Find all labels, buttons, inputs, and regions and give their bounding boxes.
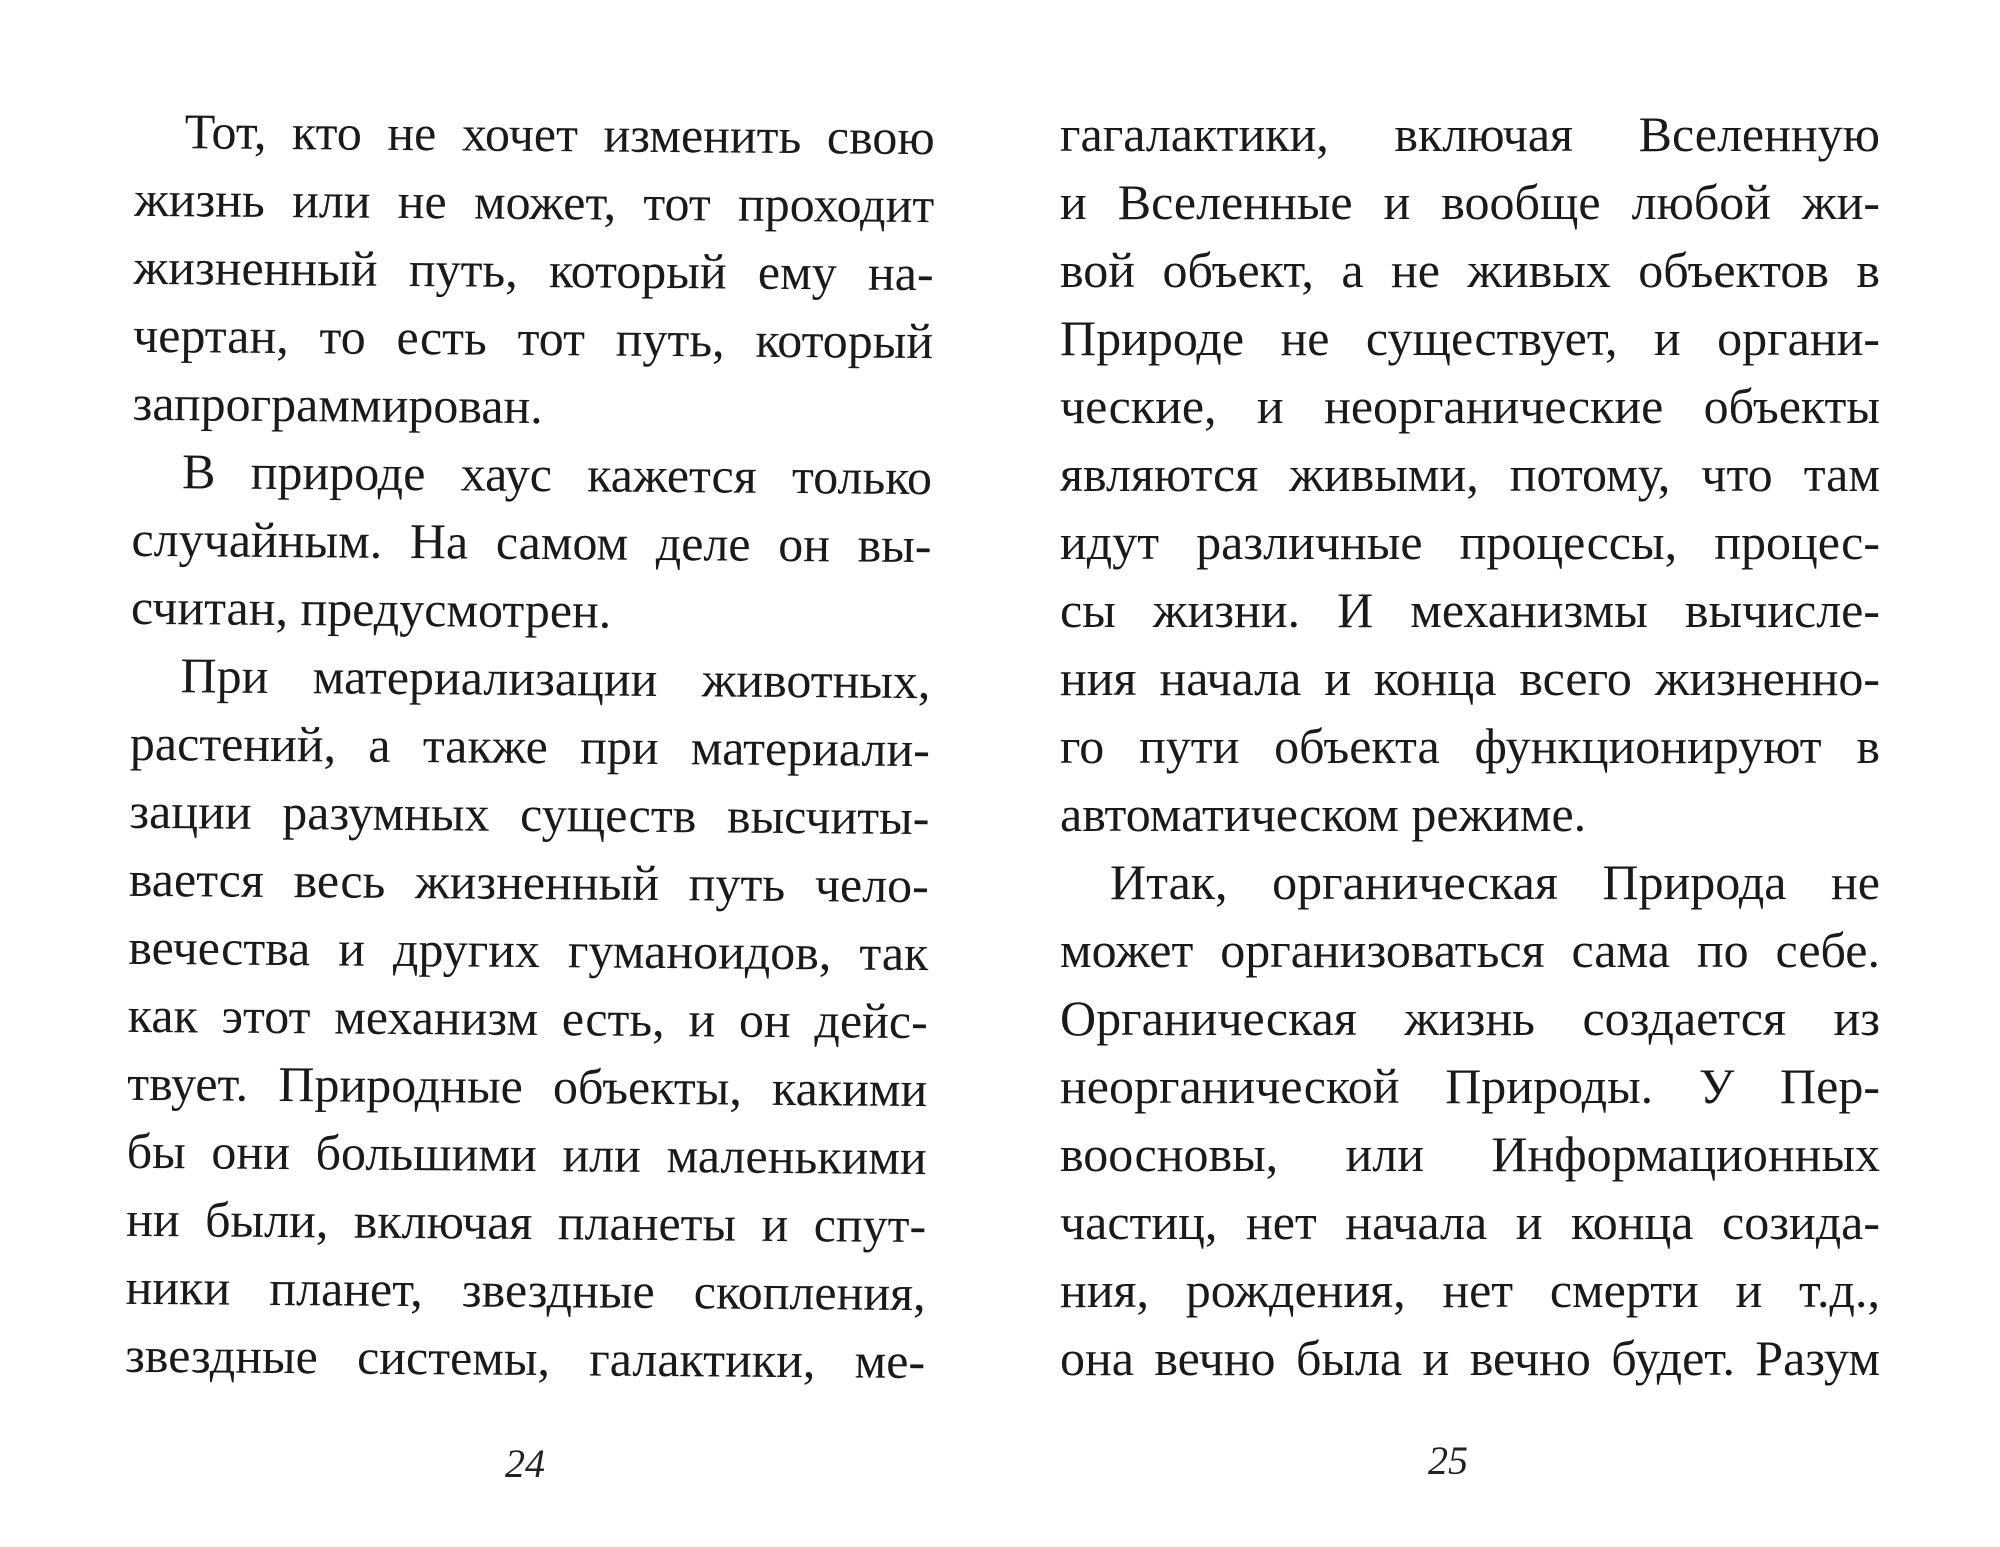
- text-line: Природе не существует, и органи-: [1060, 310, 1880, 366]
- text-line: ческие, и неорганические объекты: [1060, 378, 1880, 434]
- text-line: являются живыми, потому, что там: [1060, 446, 1880, 502]
- text-line: жизненный путь, который ему на-: [133, 238, 934, 302]
- text-line: идут различные процессы, процес-: [1060, 514, 1880, 570]
- text-line: может организоваться сама по себе.: [1060, 922, 1880, 978]
- text-line: вой объект, а не живых объектов в: [1060, 242, 1880, 298]
- text-line: ники планет, звездные скопления,: [125, 1258, 926, 1322]
- text-line: частиц, нет начала и конца созида-: [1060, 1194, 1880, 1250]
- text-line: сы жизни. И механизмы вычисле-: [1060, 582, 1880, 638]
- text-line: автоматическом режиме.: [1060, 786, 1587, 842]
- page-number-left: 24: [505, 1441, 545, 1486]
- text-line: го пути объекта функционируют в: [1060, 718, 1880, 774]
- text-line: В природе хаус кажется только: [181, 443, 933, 506]
- text-line: Итак, органическая Природа не: [1110, 854, 1880, 910]
- text-line: ния, рождения, нет смерти и т.д.,: [1060, 1262, 1880, 1318]
- text-line: бы они большими или маленькими: [126, 1122, 927, 1186]
- text-line: чертан, то есть тот путь, который: [132, 306, 934, 370]
- text-line: воосновы, или Информационных: [1060, 1126, 1880, 1182]
- text-line: и Вселенные и вообще любой жи-: [1060, 174, 1880, 230]
- text-line: ния начала и конца всего жизненно-: [1060, 650, 1880, 706]
- text-line: жизнь или не может, тот проходит: [133, 170, 935, 234]
- text-line: как этот механизм есть, и он дейс-: [127, 986, 928, 1050]
- text-line: звездные системы, галактики, ме-: [124, 1326, 926, 1390]
- text-line: зации разумных существ высчиты-: [129, 782, 930, 846]
- right-page: [1060, 100, 1880, 1500]
- text-line: гагалактики, включая Вселенную: [1060, 106, 1880, 162]
- text-line: вается весь жизненный путь чело-: [128, 850, 930, 914]
- text-line: случайным. На самом деле он вы-: [131, 510, 932, 574]
- right-page-text: [1060, 100, 1880, 1392]
- page-number-right: 25: [1428, 1438, 1468, 1483]
- text-line: запрограммирован.: [132, 374, 544, 435]
- text-line: ни были, включая планеты и спут-: [125, 1190, 927, 1254]
- text-line: Органическая жизнь создается из: [1060, 990, 1880, 1046]
- text-line: При материализации животных,: [180, 647, 931, 710]
- text-line: твует. Природные объекты, какими: [127, 1054, 928, 1118]
- text-line: Тот, кто не хочет изменить свою: [184, 103, 935, 166]
- text-line: она вечно была и вечно будет. Разум: [1060, 1330, 1880, 1386]
- text-line: растений, а также при материали-: [129, 714, 931, 778]
- text-line: неорганической Природы. У Пер-: [1060, 1058, 1880, 1114]
- left-page: [124, 97, 935, 1503]
- text-line: вечества и других гуманоидов, так: [128, 918, 929, 982]
- left-page-text: [125, 97, 935, 1395]
- text-line: считан, предусмотрен.: [130, 578, 612, 639]
